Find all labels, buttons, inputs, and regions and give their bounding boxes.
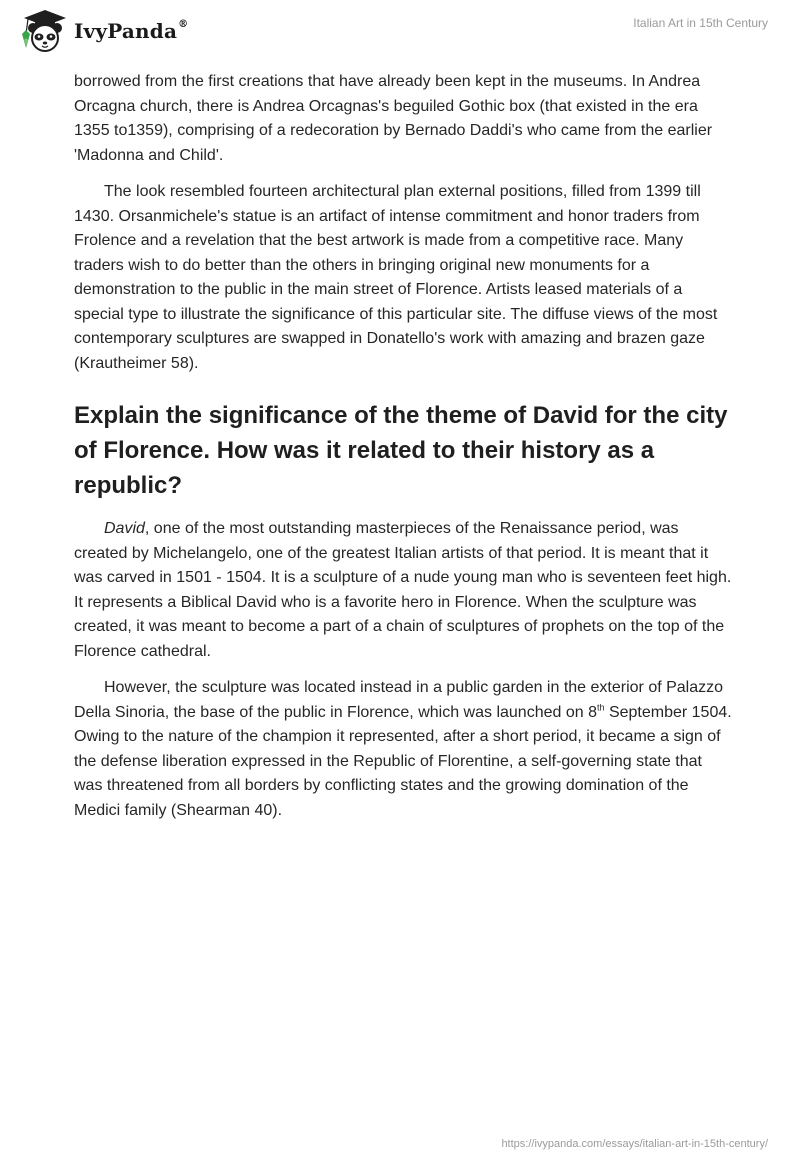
paragraph-continued: borrowed from the first creations that have already been kept in the museums. In Andrea Orcagna church, there is Andrea Orcagnas's beguiled Gothic box (that existed in the era 1355 to1359), comprising of a redecoration by Bernado Daddi's who came from the earlier 'Madonna and Child'. [74,73,713,164]
ordinal-suffix: th [596,702,605,713]
section-heading: Explain the significance of the theme of David for the city of Florence. How was it related to their history as a republic? [74,402,728,499]
ivypanda-logo[interactable] [14,8,188,56]
paragraph-david [74,517,734,664]
paragraph-orsanmichele: The look resembled fourteen architectural plan external positions, filled from 1399 till 1430. Orsanmichele's statue is an artifact of intense commitment and honor traders from Frolence and a revelation that the best artwork is made from a competitive race. Many traders wish to do better than the others in bringing original new monuments for a demonstration to the public in the main street of Florence. Artists leased materials of a special type to illustrate the significance of this particular site. The diffuse views of the most contemporary sculptures are swapped in Donatello's work with amazing and brazen gaze (Krautheimer 58). [74,183,718,372]
brand-name: IvyPanda® [74,19,189,43]
registered-mark: ® [178,19,189,31]
document-title: Italian Art in 15th Century [633,16,768,30]
paragraph-palazzo-rest: September 1504. Owing to the nature of the champion it represented, after a short period, it became a sign of the defense liberation expressed in the Republic of Florentine, a self-governing state that was threatened from all borders by conflicting states and the growing domination of the Medici family (Shearman 40). [74,703,732,819]
paragraph-palazzo-start: However, the sculpture was located instead in a public garden in the exterior of Palazzo Della Sinoria, the base of the public in Florence, which was launched on 8 [74,679,724,721]
page-header [14,8,786,58]
essay-body [74,70,734,835]
paragraph-palazzo [74,676,734,823]
panda-graduate-icon [14,8,76,56]
artwork-title: David [104,520,145,537]
paragraph-david-text: , one of the most outstanding masterpieces of the Renaissance period, was created by Michelangelo, one of the greatest Italian artists of that period. It is meant that it was carved in 1501 - 1504. It is a sculpture of a nude young man who is seventeen feet high. It represents a Biblical David who is a favorite hero in Florence. When the sculpture was created, it was meant to become a part of a chain of sculptures of prophets on the top of the Florence cathedral. [74,520,732,660]
source-url[interactable]: https://ivypanda.com/essays/italian-art-in-15th-century/ [501,1138,768,1150]
